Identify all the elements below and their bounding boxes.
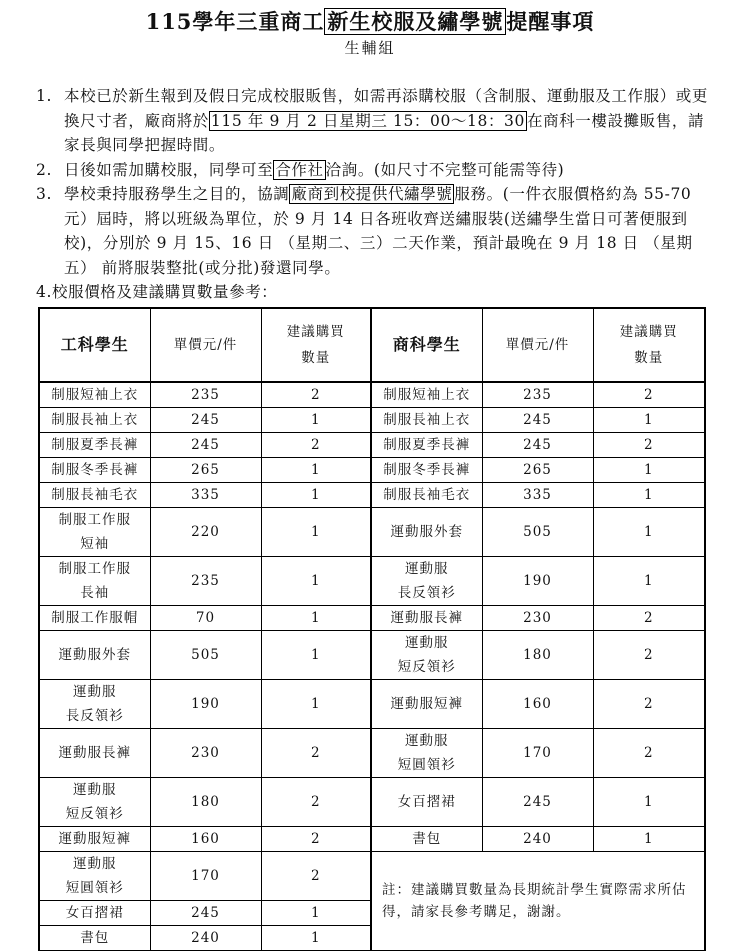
notice-highlight: 115 年 9 月 2 日星期三 15：00～18：30 xyxy=(210,111,525,130)
price-cell: 245 xyxy=(150,408,261,433)
title-suffix: 提醒事項 xyxy=(506,9,595,34)
notice-text: 在商科一樓設攤販售，請家長與同學把握時間。 xyxy=(64,111,705,154)
item-name-line: 制服長袖上衣 xyxy=(383,412,471,428)
notice-text: 學校秉持服務學生之目的，協調 xyxy=(64,185,290,203)
table-row xyxy=(39,483,705,508)
qty-cell: 2 xyxy=(593,729,705,778)
price-cell: 170 xyxy=(482,729,593,778)
qty-cell: 1 xyxy=(593,508,705,557)
item-name-line: 運動服 xyxy=(73,782,117,798)
price-cell: 70 xyxy=(150,606,261,631)
notice-item-3 xyxy=(36,182,718,280)
qty-cell: 2 xyxy=(261,382,371,408)
table-row xyxy=(39,631,705,680)
table-row xyxy=(39,557,705,606)
price-cell: 265 xyxy=(482,458,593,483)
price-cell: 505 xyxy=(482,508,593,557)
item-cell xyxy=(371,557,482,606)
item-name-line: 制服工作服 xyxy=(58,561,131,577)
title-highlight: 新生校服及繡學號 xyxy=(324,8,506,35)
item-cell xyxy=(39,901,150,926)
qty-cell: 2 xyxy=(593,382,705,408)
price-cell: 235 xyxy=(482,382,593,408)
item-cell xyxy=(39,631,150,680)
qty-cell: 2 xyxy=(593,433,705,458)
item-name-line: 運動服短褲 xyxy=(58,831,131,847)
qty-cell: 2 xyxy=(593,606,705,631)
item-name-line: 制服長袖上衣 xyxy=(51,412,139,428)
qty-cell: 2 xyxy=(261,852,371,901)
qty-cell: 1 xyxy=(261,408,371,433)
item-cell xyxy=(371,606,482,631)
price-cell: 220 xyxy=(150,508,261,557)
item-cell xyxy=(371,433,482,458)
header-cell: 單價元/件 xyxy=(150,308,261,382)
table-row xyxy=(39,408,705,433)
qty-cell: 2 xyxy=(261,827,371,852)
header-cell xyxy=(593,308,705,382)
header-line: 建議購買 xyxy=(286,324,345,340)
department-subtitle: 生輔組 xyxy=(344,39,396,57)
price-cell: 170 xyxy=(150,852,261,901)
page-title xyxy=(0,6,740,36)
item-cell xyxy=(39,680,150,729)
price-cell: 160 xyxy=(150,827,261,852)
item-name-line: 短反領衫 xyxy=(65,806,124,822)
qty-cell: 1 xyxy=(593,827,705,852)
qty-cell: 1 xyxy=(261,483,371,508)
table-row xyxy=(39,382,705,408)
notice-item-2 xyxy=(36,158,718,183)
table-row xyxy=(39,458,705,483)
title-prefix: 115學年三重商工 xyxy=(145,9,325,34)
item-name-line: 運動服長褲 xyxy=(58,745,131,761)
table-row xyxy=(39,433,705,458)
table-header-row xyxy=(39,308,705,382)
notice-number: 3. xyxy=(36,185,52,203)
item-cell xyxy=(39,508,150,557)
qty-cell: 1 xyxy=(261,926,371,951)
qty-cell: 1 xyxy=(261,631,371,680)
item-name-line: 制服夏季長褲 xyxy=(383,437,471,453)
item-cell xyxy=(371,631,482,680)
table-row xyxy=(39,778,705,827)
qty-cell: 2 xyxy=(261,729,371,778)
header-cell xyxy=(261,308,371,382)
qty-cell: 1 xyxy=(261,901,371,926)
price-cell: 235 xyxy=(150,382,261,408)
item-name-line: 長反領衫 xyxy=(65,708,124,724)
price-cell: 265 xyxy=(150,458,261,483)
price-cell: 230 xyxy=(150,729,261,778)
qty-cell: 1 xyxy=(261,557,371,606)
item-cell xyxy=(39,483,150,508)
item-name-line: 運動服 xyxy=(405,561,449,577)
table-row xyxy=(39,606,705,631)
price-cell: 190 xyxy=(482,557,593,606)
price-cell: 245 xyxy=(482,408,593,433)
item-name-line: 短反領衫 xyxy=(397,659,456,675)
price-table xyxy=(38,307,706,951)
table-row xyxy=(39,852,705,901)
item-cell xyxy=(371,483,482,508)
qty-cell: 2 xyxy=(261,778,371,827)
item-name-line: 短袖 xyxy=(80,536,110,552)
item-cell xyxy=(371,827,482,852)
table-row xyxy=(39,729,705,778)
qty-cell: 1 xyxy=(593,557,705,606)
item-name-line: 制服冬季長褲 xyxy=(383,462,471,478)
item-cell xyxy=(39,778,150,827)
item-cell xyxy=(371,458,482,483)
item-cell xyxy=(371,508,482,557)
price-cell: 235 xyxy=(150,557,261,606)
price-cell: 245 xyxy=(150,433,261,458)
item-name-line: 運動服 xyxy=(405,733,449,749)
item-name-line: 制服短袖上衣 xyxy=(383,387,471,403)
item-name-line: 運動服外套 xyxy=(58,647,131,663)
item-name-line: 短圓領衫 xyxy=(65,880,124,896)
price-cell: 505 xyxy=(150,631,261,680)
item-name-line: 運動服 xyxy=(73,856,117,872)
qty-cell: 1 xyxy=(261,458,371,483)
notice-text: 日後如需加購校服，同學可至 xyxy=(64,160,274,179)
item-cell xyxy=(39,729,150,778)
price-cell: 180 xyxy=(482,631,593,680)
item-name-line: 書包 xyxy=(412,831,442,847)
header-cell: 工科學生 xyxy=(39,308,150,382)
price-cell: 245 xyxy=(482,433,593,458)
item-name-line: 制服長袖毛衣 xyxy=(51,487,139,503)
item-cell xyxy=(371,680,482,729)
qty-cell: 1 xyxy=(593,458,705,483)
item-name-line: 制服長袖毛衣 xyxy=(383,487,471,503)
price-cell: 160 xyxy=(482,680,593,729)
item-name-line: 書包 xyxy=(80,930,110,946)
qty-cell: 1 xyxy=(593,778,705,827)
price-cell: 230 xyxy=(482,606,593,631)
notice-item-1 xyxy=(36,84,718,158)
item-name-line: 制服工作服帽 xyxy=(51,610,139,626)
qty-cell: 2 xyxy=(593,631,705,680)
table-row xyxy=(39,508,705,557)
header-cell: 單價元/件 xyxy=(482,308,593,382)
notice-number: 1. xyxy=(36,87,52,105)
header-cell: 商科學生 xyxy=(371,308,482,382)
item-cell xyxy=(371,408,482,433)
item-name-line: 長袖 xyxy=(80,585,110,601)
item-name-line: 短圓領衫 xyxy=(397,757,456,773)
header-line: 數量 xyxy=(301,350,331,366)
table-row xyxy=(39,680,705,729)
notice-text: 服務。(一件衣服價格約為 55-70 元）屆時，將以班級為單位，於 9 月 14 日各班收齊送繡服裝(送繡學生當日可著便服到校)，分別於 9 月 15、16 日 （星期二、三）二天作業，預計最晚在 9 月 18 日 （星期五） 前將服裝整批(或分批)發還同學。 xyxy=(64,185,693,277)
price-cell: 240 xyxy=(482,827,593,852)
item-name-line: 制服短袖上衣 xyxy=(51,387,139,403)
price-cell: 180 xyxy=(150,778,261,827)
item-cell xyxy=(39,852,150,901)
header-line: 數量 xyxy=(634,350,664,366)
notice-highlight: 廠商到校提供代繡學號 xyxy=(291,185,453,203)
qty-cell: 1 xyxy=(261,508,371,557)
notice-number: 2. xyxy=(36,160,52,179)
item-name-line: 運動服外套 xyxy=(390,524,463,540)
qty-cell: 2 xyxy=(593,680,705,729)
qty-cell: 1 xyxy=(593,483,705,508)
item-cell xyxy=(371,729,482,778)
item-cell xyxy=(371,382,482,408)
price-cell: 245 xyxy=(482,778,593,827)
qty-cell: 1 xyxy=(261,680,371,729)
price-cell: 335 xyxy=(150,483,261,508)
price-cell: 190 xyxy=(150,680,261,729)
price-table-heading: 4.校服價格及建議購買數量參考： xyxy=(36,283,278,301)
price-cell: 245 xyxy=(150,901,261,926)
header-line: 建議購買 xyxy=(619,324,678,340)
item-name-line: 女百摺裙 xyxy=(65,905,124,921)
qty-cell: 2 xyxy=(261,433,371,458)
item-cell xyxy=(39,458,150,483)
item-cell xyxy=(39,827,150,852)
item-cell xyxy=(39,433,150,458)
notice-text: 本校已於新生報到及假日完成校服販售，如需再添購校服（含制服、運動服及工作服）或更換尺寸者，廠商將於 xyxy=(64,87,709,130)
item-name-line: 長反領衫 xyxy=(397,585,456,601)
price-cell: 335 xyxy=(482,483,593,508)
notice-highlight: 合作社 xyxy=(275,160,324,179)
item-cell xyxy=(39,606,150,631)
item-name-line: 制服冬季長褲 xyxy=(51,462,139,478)
footnote-cell: 註：建議購買數量為長期統計學生實際需求所估得，請家長參考購足，謝謝。 xyxy=(371,852,705,951)
item-cell xyxy=(39,557,150,606)
item-name-line: 運動服長褲 xyxy=(390,610,463,626)
item-name-line: 女百摺裙 xyxy=(397,794,456,810)
notice-list xyxy=(36,84,718,280)
table-row xyxy=(39,827,705,852)
item-name-line: 制服夏季長褲 xyxy=(51,437,139,453)
item-cell xyxy=(39,382,150,408)
item-cell xyxy=(371,778,482,827)
notice-text: 洽詢。(如尺寸不完整可能需等待) xyxy=(325,160,565,179)
item-cell xyxy=(39,926,150,951)
item-name-line: 運動服 xyxy=(405,635,449,651)
item-cell xyxy=(39,408,150,433)
price-cell: 240 xyxy=(150,926,261,951)
item-name-line: 運動服 xyxy=(73,684,117,700)
item-name-line: 制服工作服 xyxy=(58,512,131,528)
qty-cell: 1 xyxy=(593,408,705,433)
qty-cell: 1 xyxy=(261,606,371,631)
item-name-line: 運動服短褲 xyxy=(390,696,463,712)
